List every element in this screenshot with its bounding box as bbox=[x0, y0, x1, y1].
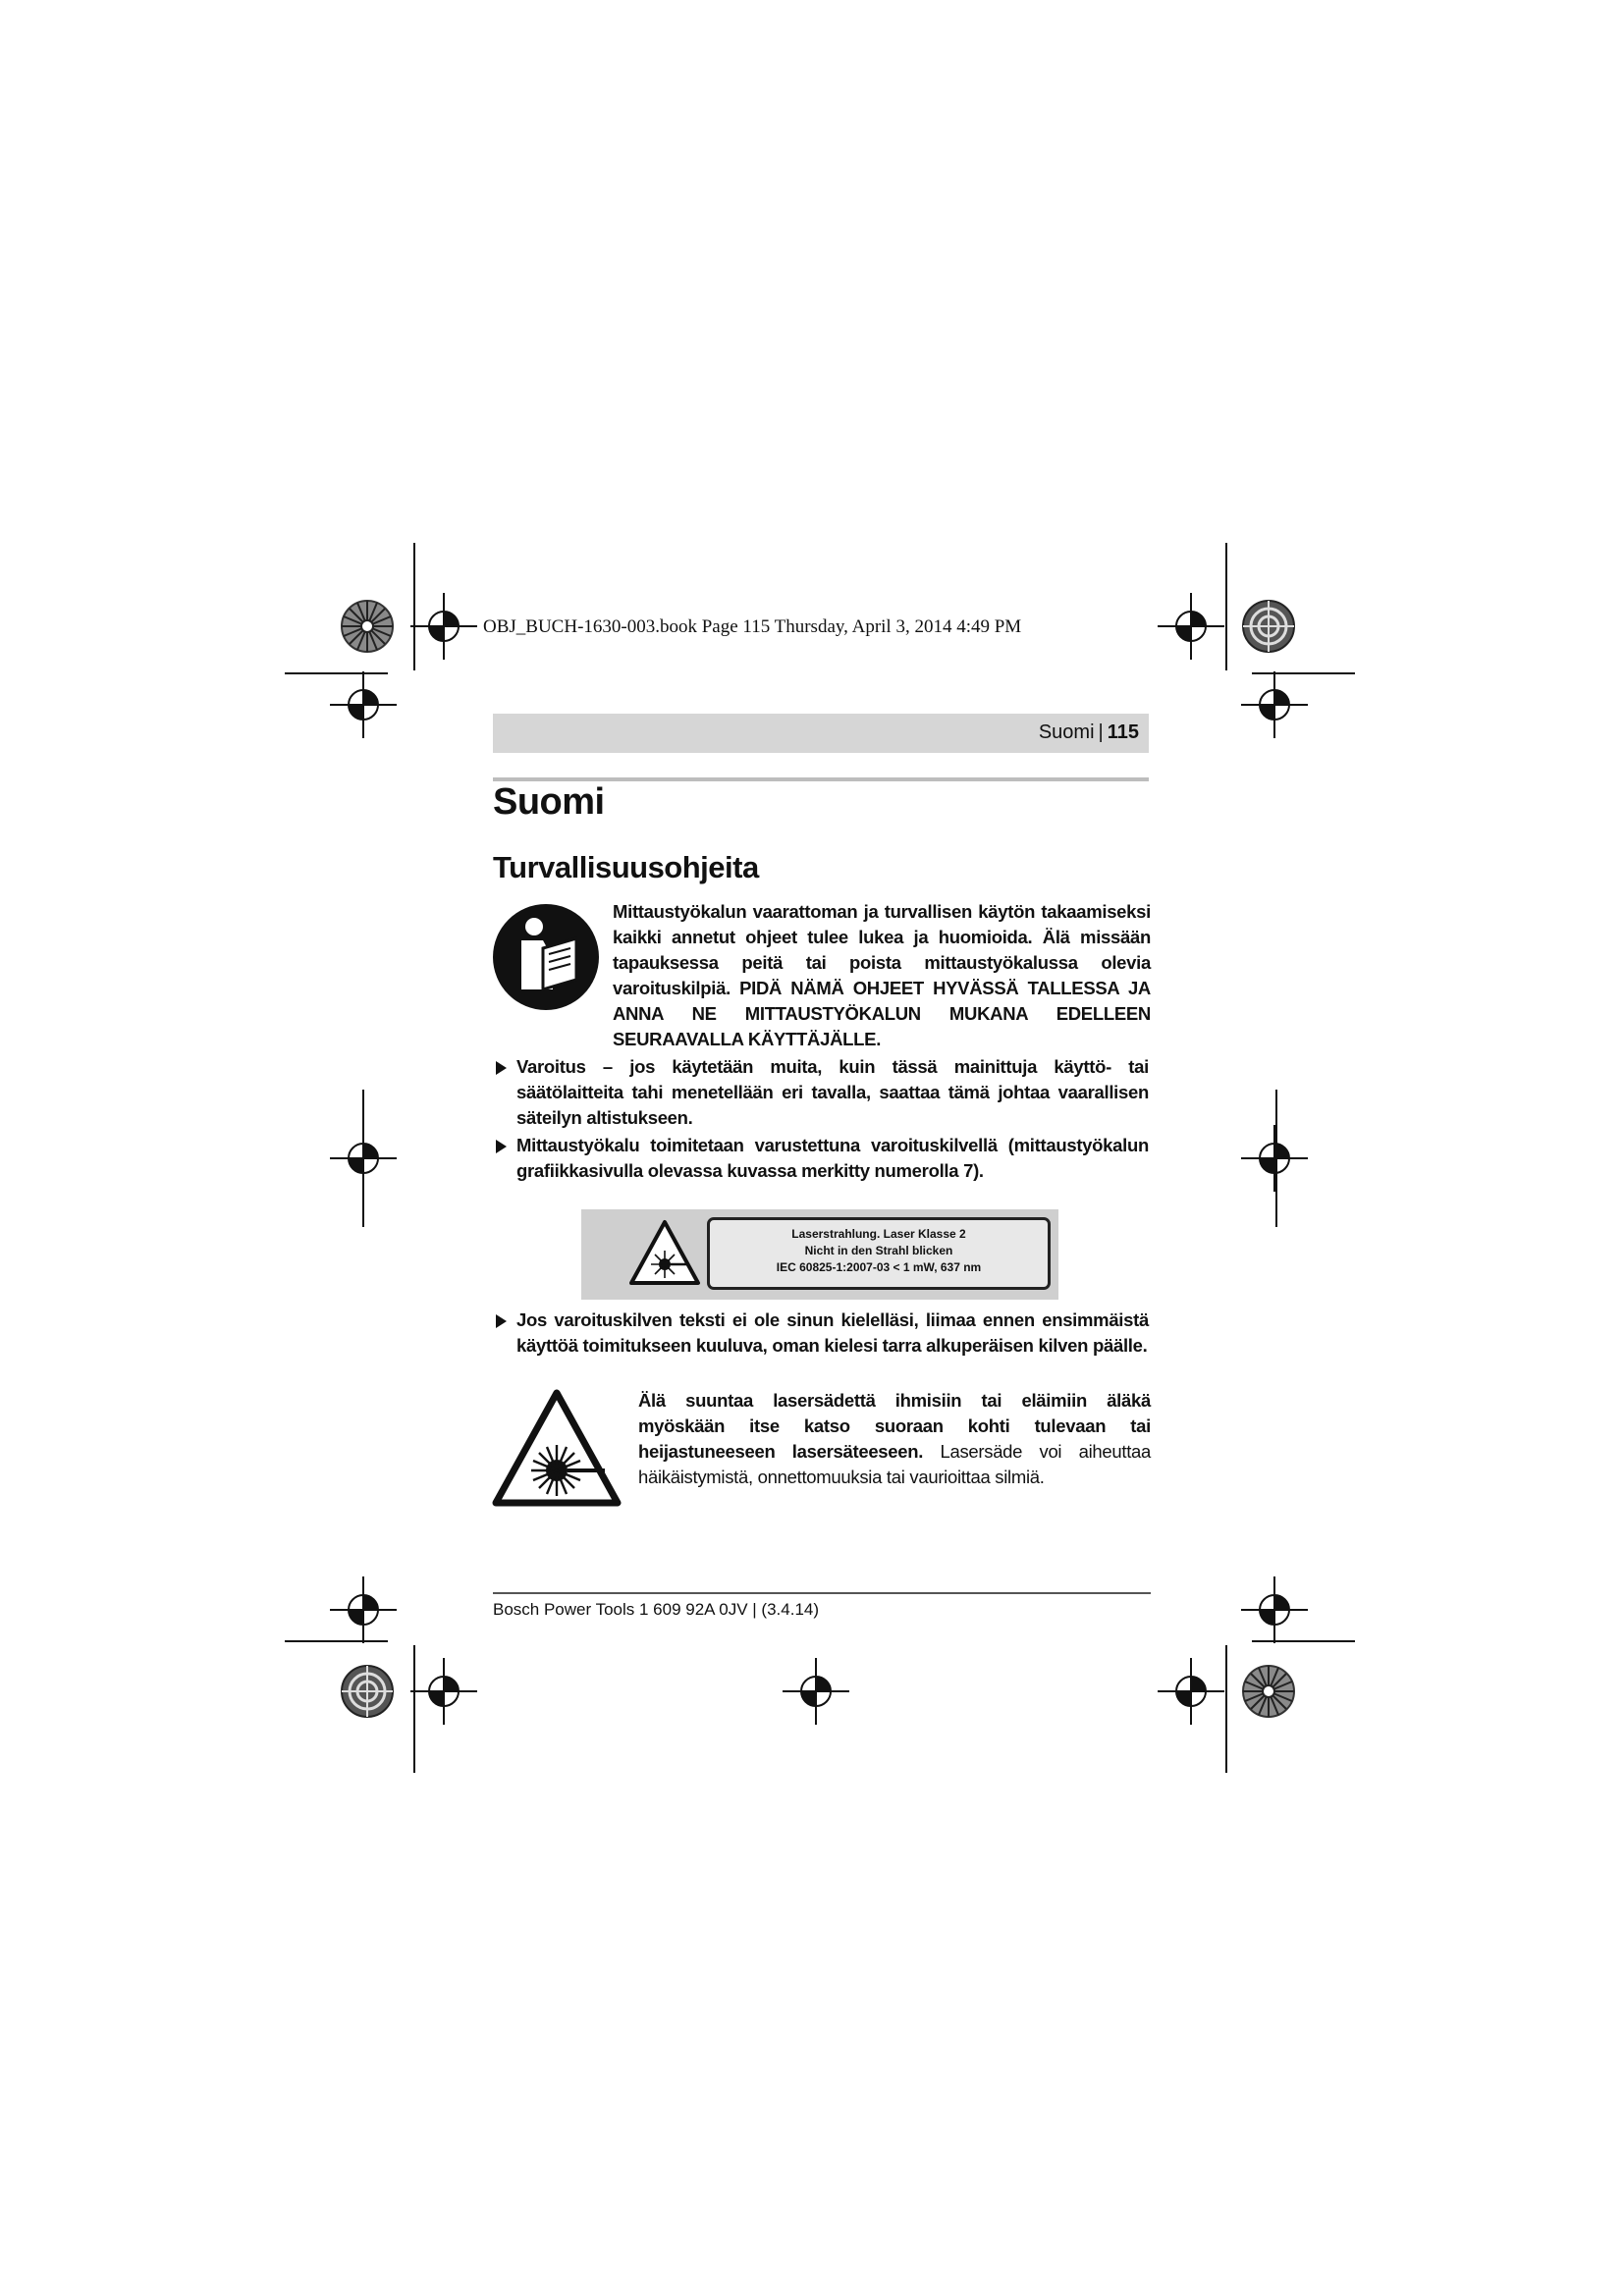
page-number: 115 bbox=[1107, 721, 1139, 743]
label-line-2: Nicht in den Strahl blicken bbox=[804, 1244, 953, 1257]
section-heading: Turvallisuusohjeita bbox=[493, 850, 759, 884]
laser-warning-normal: Lasersäde voi aiheuttaa häikäistymistä, onnettomuuksia tai vaurioittaa silmiä. bbox=[638, 1441, 1152, 1487]
intro-paragraph: Mittaustyökalun vaarattoman ja turvallisen käytön takaamiseksi kaikki annetut ohjeet tulee lukea ja huomioida. Älä missään tapauksessa peitä tai poista mittaustyökalussa olevia varoituskilpiä. PIDÄ NÄMÄ OHJEET HYVÄSSÄ TALLESSA JA ANNA NE MITTAUSTYÖKALUN MUKANA EDELLEEN SEURAAVALLA KÄYTTÄJÄLLE. bbox=[613, 901, 1151, 1049]
label-line-1: Laserstrahlung. Laser Klasse 2 bbox=[791, 1227, 966, 1241]
bullet-item bbox=[493, 1054, 1149, 1131]
bullet-list-top bbox=[493, 1054, 1149, 1186]
bullet-text: Jos varoituskilven teksti ei ole sinun kielelläsi, liimaa ennen ensimmäistä käyttöä toimitukseen kuuluva, oman kielesi tarra alkuperäisen kilven päälle. bbox=[516, 1309, 1149, 1356]
laser-warning-paragraph bbox=[638, 1388, 1151, 1490]
warning-label-text bbox=[707, 1217, 1051, 1290]
header-separator: | bbox=[1098, 721, 1104, 743]
label-line-3: IEC 60825-1:2007-03 < 1 mW, 637 nm bbox=[776, 1260, 982, 1274]
bullet-arrow-icon bbox=[496, 1061, 507, 1075]
page-title: Suomi bbox=[493, 781, 605, 823]
laser-warning-bold: Älä suuntaa lasersädettä ihmisiin tai eläimiin äläkä myöskään itse katso suoraan kohti tulevaan tai heijastuneeseen lasersäteeseen. bbox=[638, 1390, 1151, 1462]
laser-warning-icon bbox=[628, 1219, 701, 1286]
page-footer: Bosch Power Tools 1 609 92A 0JV | (3.4.14) bbox=[493, 1600, 820, 1619]
warning-label-image bbox=[581, 1209, 1058, 1300]
read-manual-icon bbox=[492, 903, 600, 1011]
header-section: Suomi bbox=[1038, 721, 1095, 743]
bullet-arrow-icon bbox=[496, 1140, 507, 1153]
bullet-arrow-icon bbox=[496, 1314, 507, 1328]
running-header bbox=[493, 714, 1149, 753]
bullet-item bbox=[493, 1308, 1149, 1359]
bullet-text: Mittaustyökalu toimitetaan varustettuna varoituskilvellä (mittaustyökalun grafiikkasivulla olevassa kuvassa merkitty numerolla 7). bbox=[516, 1135, 1149, 1181]
print-slug: OBJ_BUCH-1630-003.book Page 115 Thursday, April 3, 2014 4:49 PM bbox=[483, 616, 1022, 637]
laser-hazard-icon bbox=[491, 1388, 623, 1508]
bullet-text: Varoitus – jos käytetään muita, kuin tässä mainittuja käyttö- tai säätölaitteita tahi menetellään eri tavalla, saattaa tämä johtaa vaarallisen säteilyn altistukseen. bbox=[516, 1056, 1149, 1128]
header-text bbox=[1039, 721, 1139, 744]
bullet-list-bottom bbox=[493, 1308, 1149, 1361]
bullet-item bbox=[493, 1133, 1149, 1184]
footer-rule bbox=[493, 1592, 1151, 1594]
